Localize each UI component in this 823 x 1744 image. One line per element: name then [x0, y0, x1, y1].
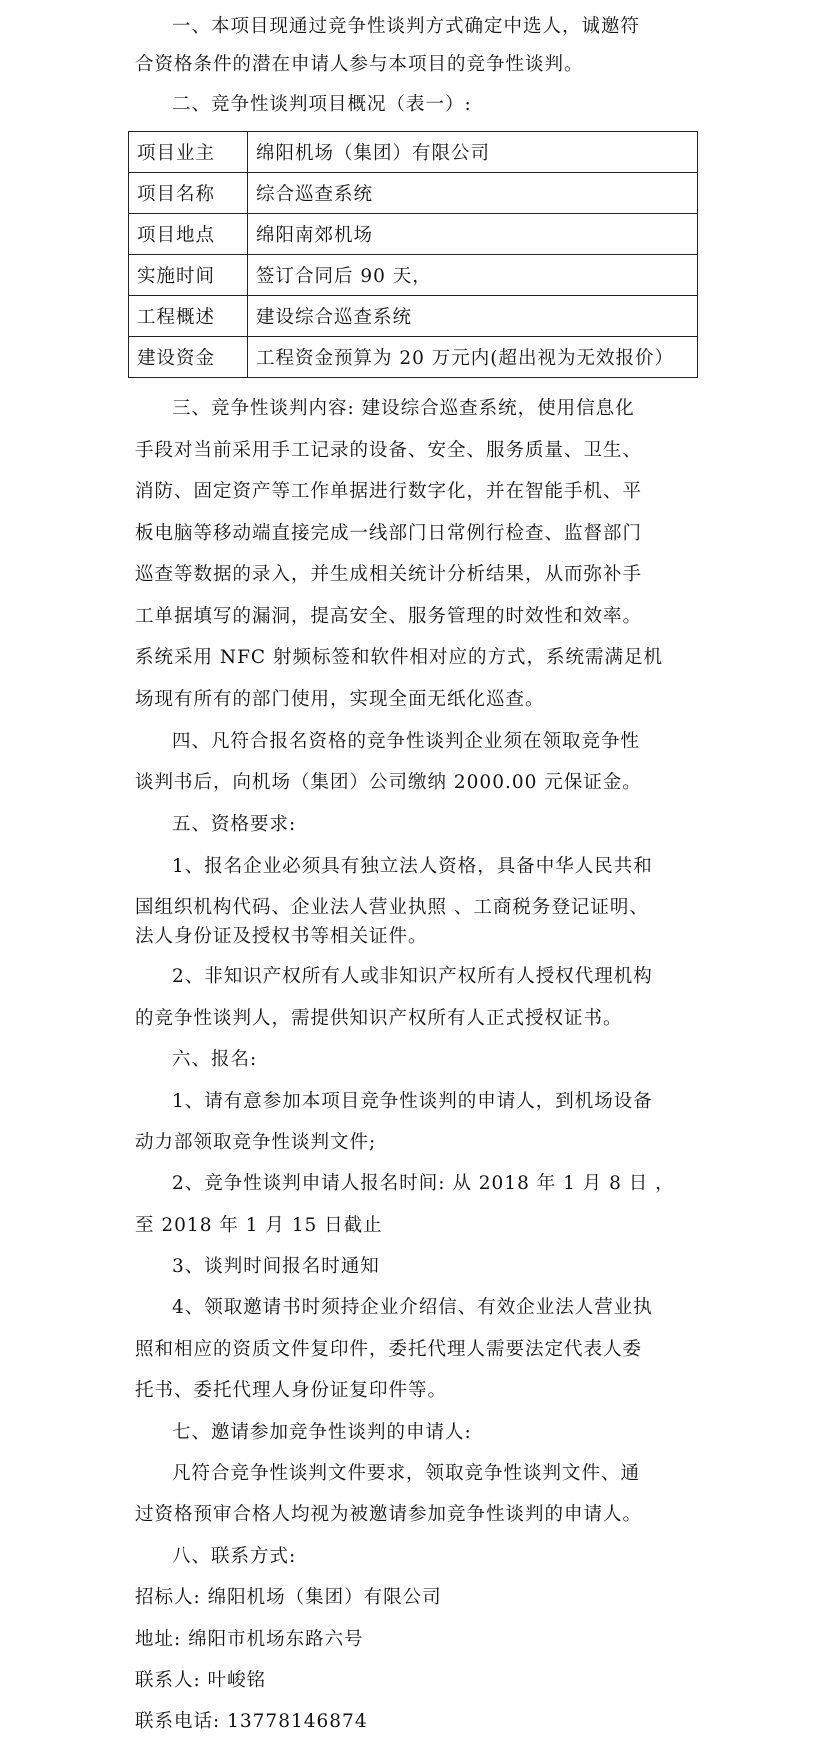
section3-line-7: 系统采用 NFC 射频标签和软件相对应的方式，系统需满足机	[135, 647, 663, 668]
contact-tenderer: 招标人: 绵阳机场（集团）有限公司	[135, 1587, 442, 1608]
table-value: 绵阳机场（集团）有限公司	[248, 132, 698, 173]
section3-line-4: 板电脑等移动端直接完成一线部门日常例行检查、监督部门	[135, 523, 643, 544]
section3-line-1: 三、竞争性谈判内容: 建设综合巡查系统，使用信息化	[172, 398, 635, 419]
table-label: 项目地点	[129, 214, 248, 255]
section5-item1-line-1: 1、报名企业必须具有独立法人资格，具备中华人民共和	[172, 856, 653, 877]
section2-title: 二、竞争性谈判项目概况（表一）:	[172, 94, 472, 115]
section7-line-1: 凡符合竞争性谈判文件要求，领取竞争性谈判文件、通	[172, 1463, 641, 1484]
section6-item2-line-2: 至 2018 年 1 月 15 日截止	[135, 1215, 383, 1236]
table-value: 工程资金预算为 20 万元内(超出视为无效报价）	[248, 337, 698, 378]
table-label: 工程概述	[129, 296, 248, 337]
section4-line-2: 谈判书后，向机场（集团）公司缴纳 2000.00 元保证金。	[135, 772, 642, 793]
section5-item2-line-2: 的竞争性谈判人，需提供知识产权所有人正式授权证书。	[135, 1008, 623, 1029]
table-value: 签订合同后 90 天，	[248, 255, 698, 296]
table-row	[129, 296, 698, 337]
table-row	[129, 255, 698, 296]
contact-phone: 联系电话: 13778146874	[135, 1711, 368, 1732]
section3-line-2: 手段对当前采用手工记录的设备、安全、服务质量、卫生、	[135, 440, 643, 461]
contact-person: 联系人: 叶峻铭	[135, 1670, 267, 1691]
section6-item4-line-2: 照和相应的资质文件复印件，委托代理人需要法定代表人委	[135, 1339, 643, 1360]
section6-item1-line-2: 动力部领取竞争性谈判文件;	[135, 1132, 377, 1153]
table-label: 实施时间	[129, 255, 248, 296]
table-row	[129, 173, 698, 214]
table-value: 绵阳南郊机场	[248, 214, 698, 255]
section3-line-3: 消防、固定资产等工作单据进行数字化，并在智能手机、平	[135, 481, 643, 502]
section5-item1-line-2: 国组织机构代码、企业法人营业执照 、工商税务登记证明、	[135, 897, 649, 918]
section1-line-2: 合资格条件的潜在申请人参与本项目的竞争性谈判。	[135, 54, 584, 75]
section4-line-1: 四、凡符合报名资格的竞争性谈判企业须在领取竞争性	[172, 731, 641, 752]
contact-address: 地址: 绵阳市机场东路六号	[135, 1629, 364, 1650]
section8-title: 八、联系方式:	[172, 1546, 297, 1567]
section1-line-1: 一、本项目现通过竞争性谈判方式确定中选人，诚邀符	[172, 16, 641, 37]
section7-line-2: 过资格预审合格人均视为被邀请参加竞争性谈判的申请人。	[135, 1504, 643, 1525]
project-overview-table	[128, 131, 698, 378]
table-row	[129, 214, 698, 255]
table-label: 项目业主	[129, 132, 248, 173]
section6-item4-line-3: 托书、委托代理人身份证复印件等。	[135, 1380, 448, 1401]
section6-item3-line-1: 3、谈判时间报名时通知	[172, 1256, 380, 1277]
section7-title: 七、邀请参加竞争性谈判的申请人:	[172, 1422, 472, 1443]
section3-line-6: 工单据填写的漏洞，提高安全、服务管理的时效性和效率。	[135, 606, 643, 627]
section6-item2-line-1: 2、竞争性谈判申请人报名时间: 从 2018 年 1 月 8 日 ，	[172, 1173, 675, 1194]
table-value: 综合巡查系统	[248, 173, 698, 214]
section3-line-5: 巡查等数据的录入，并生成相关统计分析结果，从而弥补手	[135, 564, 643, 585]
section5-item1-line-3: 法人身份证及授权书等相关证件。	[135, 926, 428, 947]
section5-title: 五、资格要求:	[172, 814, 297, 835]
section5-item2-line-1: 2、非知识产权所有人或非知识产权所有人授权代理机构	[172, 966, 653, 987]
section6-title: 六、报名:	[172, 1049, 258, 1070]
section6-item1-line-1: 1、请有意参加本项目竞争性谈判的申请人，到机场设备	[172, 1091, 653, 1112]
section6-item4-line-1: 4、领取邀请书时须持企业介绍信、有效企业法人营业执	[172, 1297, 653, 1318]
table-label: 建设资金	[129, 337, 248, 378]
table-label: 项目名称	[129, 173, 248, 214]
table-row	[129, 132, 698, 173]
table-row	[129, 337, 698, 378]
section3-line-8: 场现有所有的部门使用，实现全面无纸化巡查。	[135, 689, 545, 710]
table-value: 建设综合巡查系统	[248, 296, 698, 337]
